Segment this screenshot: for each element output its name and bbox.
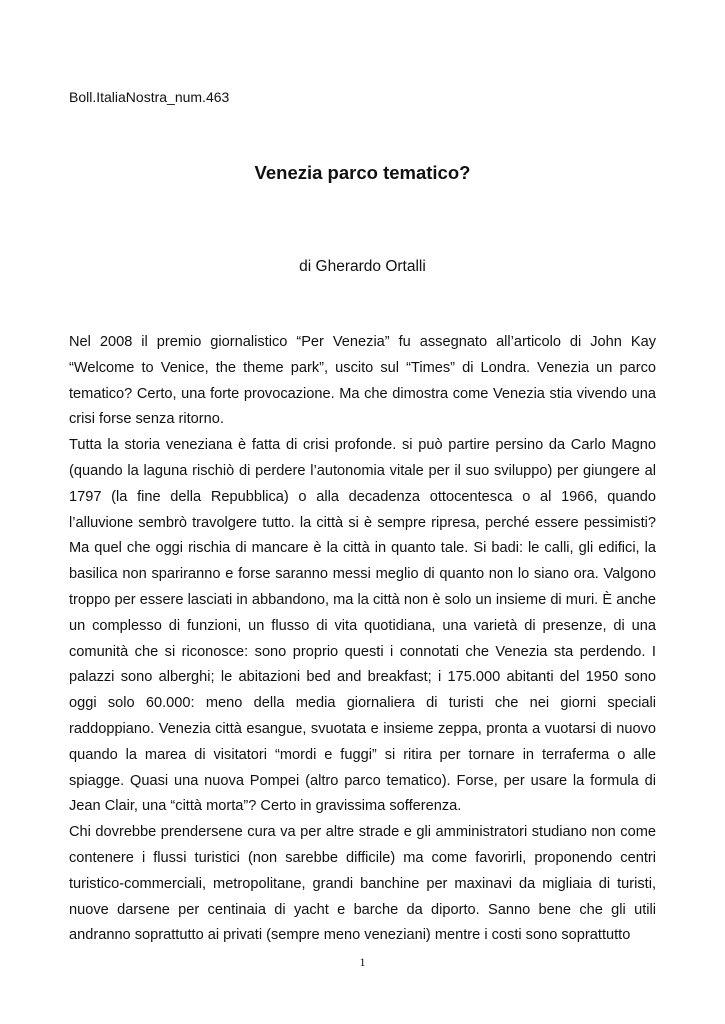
paragraph-2: Tutta la storia veneziana è fatta di crisi profonde. si può partire persino da Carlo Magno (quando la laguna rischiò di perdere l’autonomia vitale per il suo sviluppo) per giungere al 1797 (la fine della Repubblica) o alla decadenza ottocentesca o al 1966, quando l’alluvione sembrò travolgere tutto. la città si è sempre ripresa, perché essere pessimisti? Ma quel che oggi rischia di mancare è la città in quanto tale. Si badi: le calli, gli edifici, la basilica non spariranno e forse saranno messi meglio di quanto non lo siano ora. Valgono troppo per essere lasciati in abbandono, ma la città non è solo un insieme di muri. È anche un complesso di funzioni, un flusso di vita quotidiana, una varietà di presenze, di una comunità che si riconosce: sono proprio questi i connotati che Venezia sta perdendo. I palazzi sono alberghi; le abitazioni bed and breakfast; i 175.000 abitanti del 1950 sono oggi solo 60.000: meno della media giornaliera di turisti che nei giorni speciali raddoppiano. Venezia città esangue, svuotata e insieme zeppa, pronta a vuotarsi di nuovo quando la marea di visitatori “mordi e fuggi” si ritira per tornare in terraferma o alle spiagge. Quasi una nuova Pompei (altro parco tematico). Forse, per usare la formula di Jean Clair, una “città morta”? Certo in gravissima sofferenza.: [69, 437, 656, 815]
paragraph-1: Nel 2008 il premio giornalistico “Per Venezia” fu assegnato all’articolo di John Kay “Welcome to Venice, the theme park”, uscito sul “Times” di Londra. Venezia un parco tematico? Certo, una forte provocazione. Ma che dimostra come Venezia stia vivendo una crisi forse senza ritorno.: [69, 334, 656, 428]
article-title: Venezia parco tematico?: [254, 162, 471, 183]
article-author: di Gherardo Ortalli: [299, 258, 426, 275]
page-number: 1: [359, 955, 366, 969]
paragraph-3: Chi dovrebbe prendersene cura va per altre strade e gli amministratori studiano non come contenere i flussi turistici (non sarebbe difficile) ma come favorirli, proponendo centri turistico-commerciali, metropolitane, grandi banchine per maxinavi da migliaia di turisti, nuove darsene per centinaia di yacht e barche da diporto. Sanno bene che gli utili andranno soprattutto ai privati (sempre meno veneziani) mentre i costi sono soprattutto: [69, 824, 656, 944]
article-body: [69, 330, 656, 949]
bulletin-reference: Boll.ItaliaNostra_num.463: [69, 89, 230, 105]
